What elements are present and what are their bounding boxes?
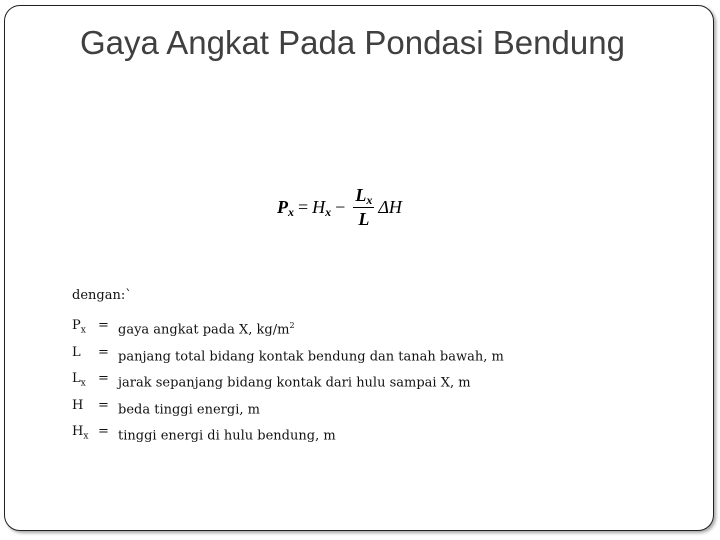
definition-text: beda tinggi energi, m: [118, 401, 260, 417]
definition-row: [72, 366, 504, 393]
definition-symbol: $L_x$: [72, 371, 86, 389]
definition-row: [72, 393, 504, 420]
definition-equals: =: [98, 371, 109, 386]
uplift-formula: [277, 184, 402, 230]
definitions-list: [72, 287, 504, 446]
fraction-denominator: L: [358, 208, 370, 229]
formula-equals: =: [298, 196, 309, 217]
definition-equals: =: [98, 424, 109, 439]
definitions-intro: dengan:`: [72, 288, 132, 303]
formula-hx: $H_x$: [312, 196, 332, 219]
fraction-numerator: $L_x$: [355, 184, 373, 207]
slide-frame: [4, 5, 714, 531]
definition-row: [72, 313, 504, 340]
definition-equals: =: [98, 397, 109, 413]
definition-symbol: $H_x$: [72, 424, 89, 442]
formula-px: $P_x$: [277, 196, 294, 219]
formula-minus: −: [335, 196, 346, 217]
definition-text: gaya angkat pada X, $kg/m^2$: [118, 321, 295, 338]
slide-title: Gaya Angkat Pada Pondasi Bendung: [80, 24, 625, 61]
definition-symbol: L: [72, 344, 81, 360]
definition-row: [72, 419, 504, 446]
formula-delta-h: ΔH: [378, 196, 402, 217]
definition-equals: =: [98, 344, 109, 360]
definition-text: jarak sepanjang bidang kontak dari hulu sampai X, m: [118, 375, 471, 391]
definition-text: tinggi energi di hulu bendung, m: [118, 428, 336, 444]
definition-text: panjang total bidang kontak bendung dan tanah bawah, m: [118, 348, 504, 364]
formula-fraction: [353, 185, 374, 230]
definition-equals: =: [98, 318, 109, 333]
definition-row: [72, 340, 504, 367]
definition-symbol: H: [72, 397, 84, 413]
definition-symbol: $P_x$: [72, 318, 86, 336]
